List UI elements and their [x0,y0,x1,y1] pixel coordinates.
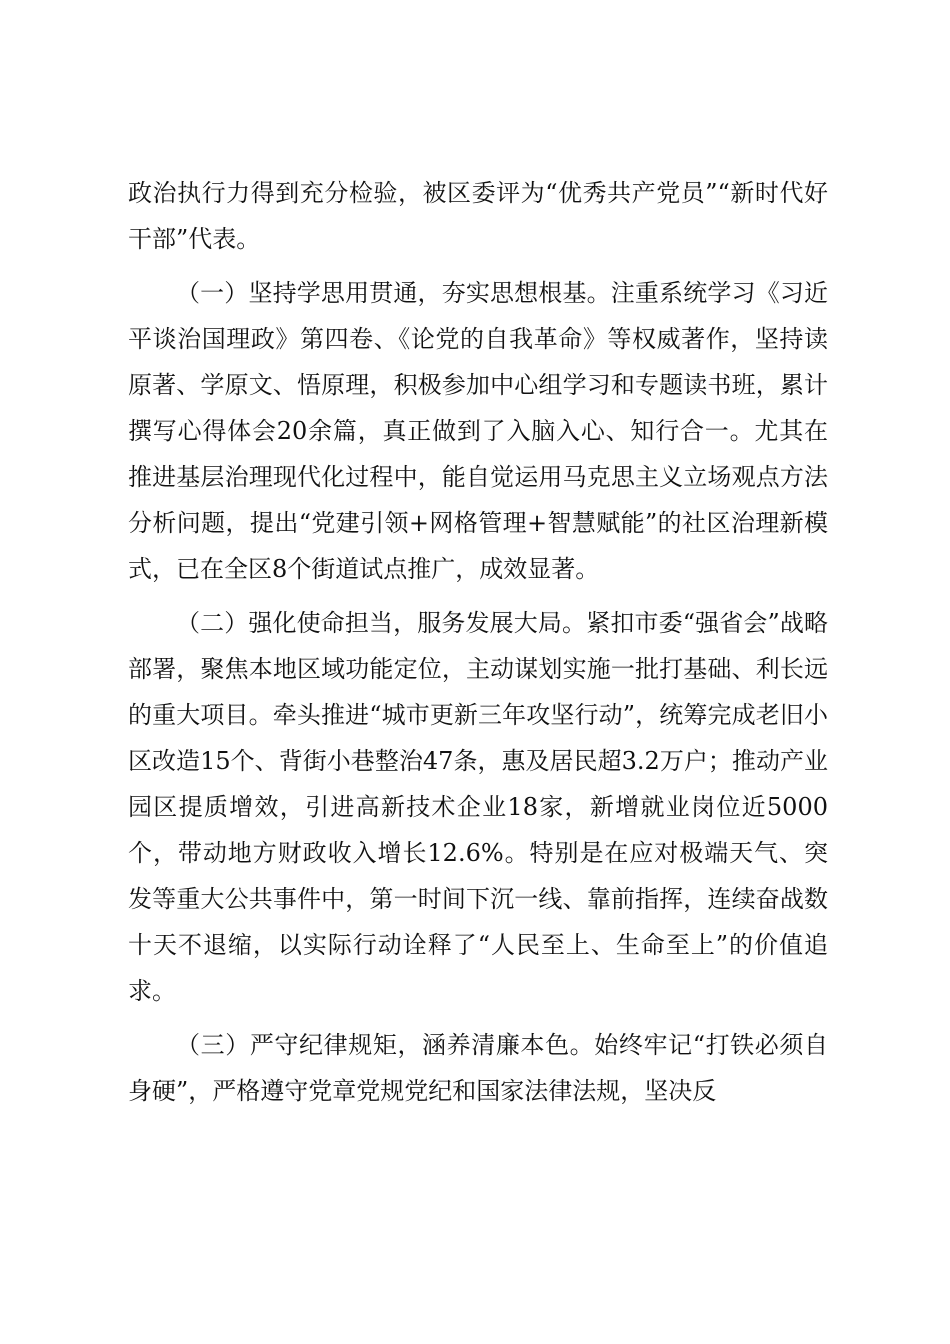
section-heading: （二）强化使命担当，服务发展大局。 [176,609,587,637]
paragraph-section-2 [128,600,828,1014]
document-body [128,170,828,1114]
paragraph-section-3 [128,1022,828,1114]
paragraph-text: 始终牢记“打铁必须自身硬”，严格遵守党章党规党纪和国家法律法规，坚决反 [128,1031,828,1105]
section-heading: （一）坚持学思用贯通，夯实思想根基。 [176,279,611,307]
paragraph-section-1 [128,270,828,592]
section-heading: （三）严守纪律规矩，涵养清廉本色。 [176,1031,595,1059]
paragraph-text: 紧扣市委“强省会”战略部署，聚焦本地区域功能定位，主动谋划实施一批打基础、利长远的重大项目。牵头推进“城市更新三年攻坚行动”，统筹完成老旧小区改造15个、背街小巷整治47条，惠及居民超3.2万户；推动产业园区提质增效，引进高新技术企业18家，新增就业岗位近5000个，带动地方财政收入增长12.6%。特别是在应对极端天气、突发等重大公共事件中，第一时间下沉一线、靠前指挥，连续奋战数十天不退缩，以实际行动诠释了“人民至上、生命至上”的价值追求。 [128,609,829,1005]
paragraph-continuation [128,170,828,262]
paragraph-text: 政治执行力得到充分检验，被区委评为“优秀共产党员”“新时代好干部”代表。 [128,179,828,253]
paragraph-text: 注重系统学习《习近平谈治国理政》第四卷、《论党的自我革命》等权威著作，坚持读原著、学原文、悟原理，积极参加中心组学习和专题读书班，累计撰写心得体会20余篇，真正做到了入脑入心、知行合一。尤其在推进基层治理现代化过程中，能自觉运用马克思主义立场观点方法分析问题，提出“党建引领+网格管理+智慧赋能”的社区治理新模式，已在全区8个街道试点推广，成效显著。 [128,279,829,583]
